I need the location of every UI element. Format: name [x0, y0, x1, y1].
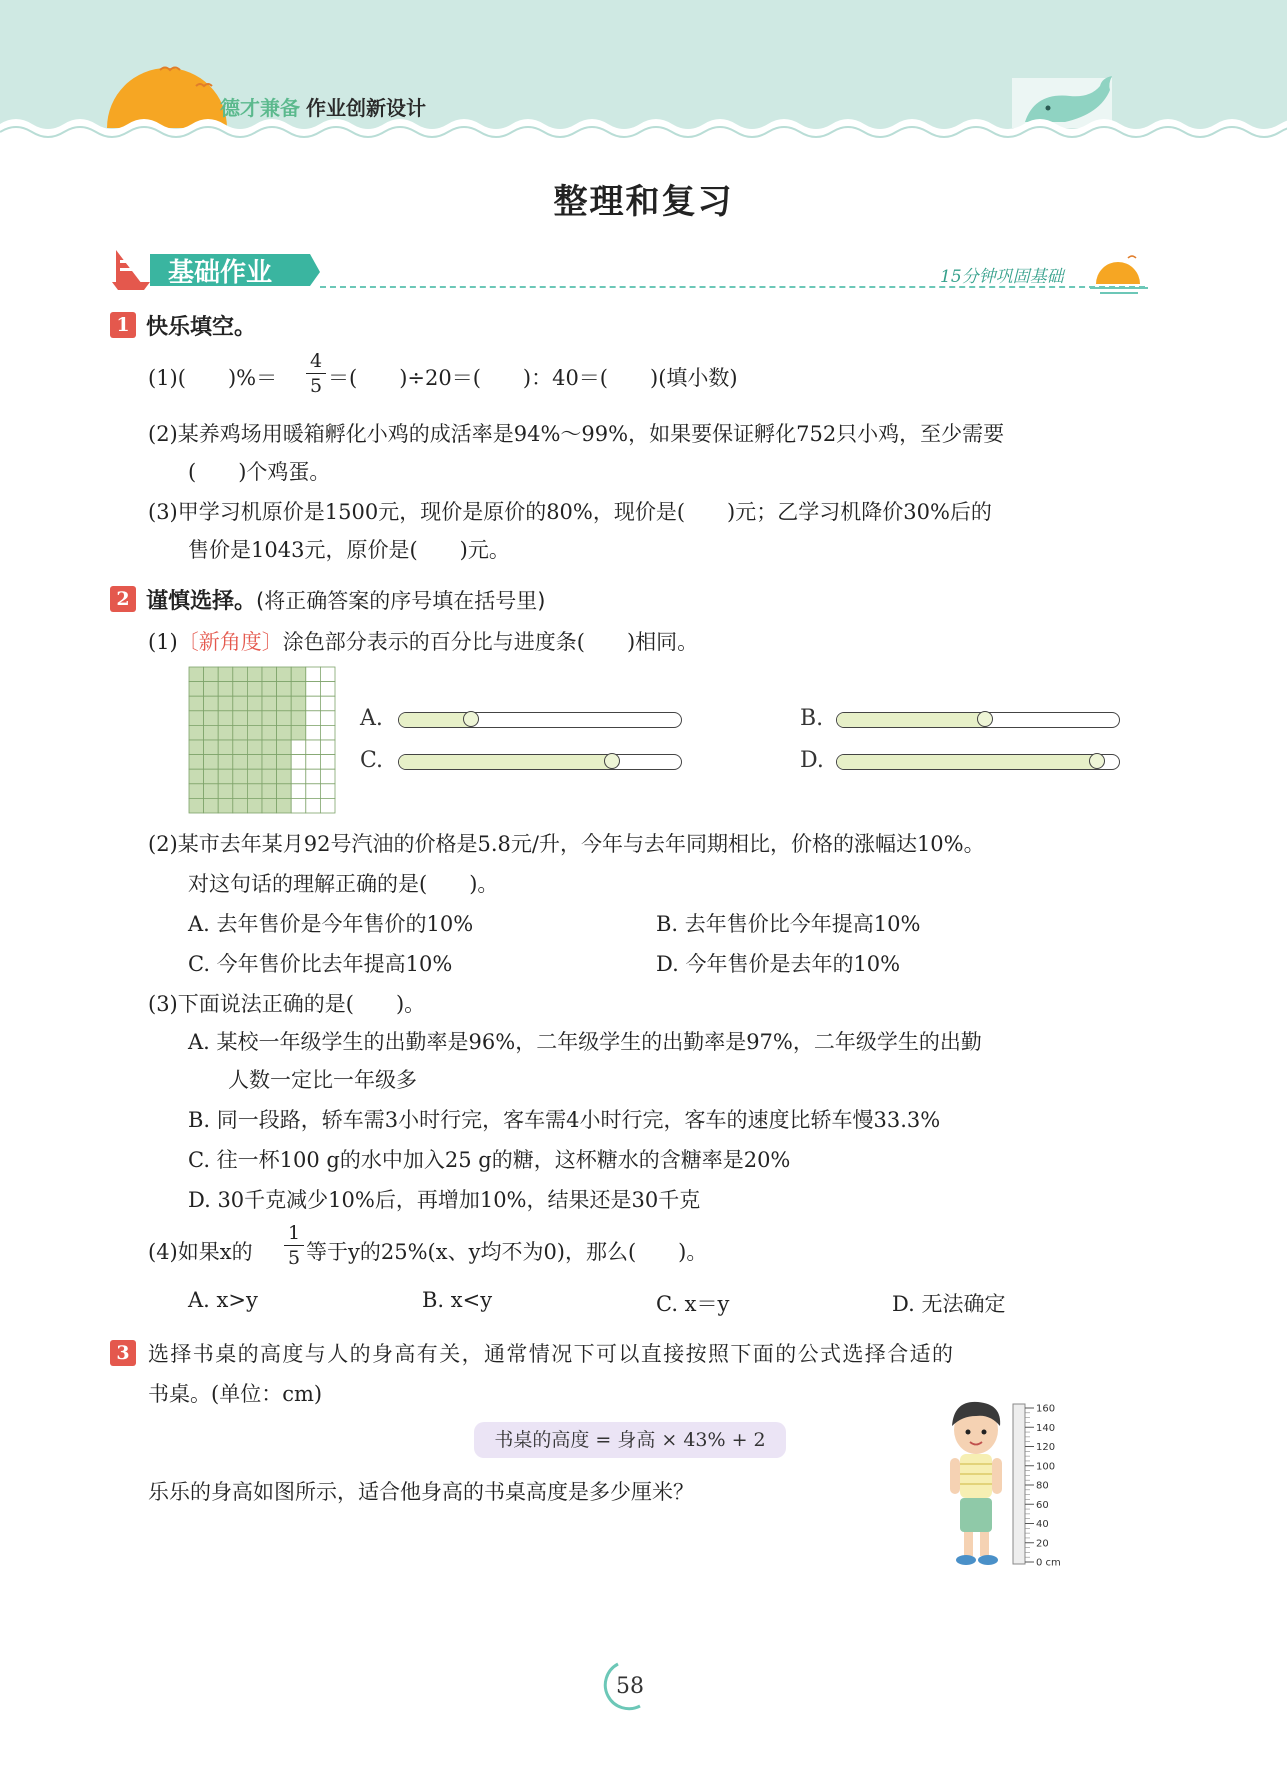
q2-item3-option-b: B. 同一段路，轿车需3小时行完，客车需4小时行完，客车的速度比轿车慢33.3%: [188, 1108, 941, 1132]
grid-cell: [320, 682, 335, 697]
ruler-tick-label: 20: [1036, 1538, 1049, 1550]
grid-cell: [291, 740, 306, 755]
boy-illustration: [950, 1402, 1002, 1565]
option-a-label: A.: [360, 706, 383, 731]
grid-cell: [262, 682, 277, 697]
q2-item3-stem: (3)下面说法正确的是( )。: [148, 992, 426, 1016]
grid-cell: [204, 740, 219, 755]
grid-cell: [291, 711, 306, 726]
q2-item4-option-b: B. x<y: [422, 1288, 493, 1312]
grid-cell: [218, 711, 233, 726]
grid-cell: [218, 682, 233, 697]
q2-item2-option-a: A. 去年售价是今年售价的10%: [188, 912, 474, 936]
formula-box: 书桌的高度 = 身高 × 43% + 2: [474, 1422, 786, 1458]
option-c-label: C.: [360, 748, 384, 773]
progress-bar-b: [836, 712, 1120, 728]
header-wave: [0, 112, 1287, 152]
sunset-icon: [1090, 252, 1148, 296]
grid-cell: [218, 740, 233, 755]
progress-fill: [837, 755, 1096, 769]
grid-cell: [291, 725, 306, 740]
grid-cell: [291, 798, 306, 813]
grid-cell: [306, 725, 321, 740]
question-number: 1: [110, 312, 136, 338]
grid-cell: [189, 769, 204, 784]
grid-cell: [291, 769, 306, 784]
grid-cell: [277, 725, 292, 740]
grid-cell: [189, 725, 204, 740]
q2-item3-option-a-line2: 人数一定比一年级多: [228, 1068, 417, 1092]
grid-cell: [262, 769, 277, 784]
grid-cell: [218, 725, 233, 740]
progress-bar-a: [398, 712, 682, 728]
grid-cell: [218, 755, 233, 770]
fraction-numerator: 1: [287, 1222, 301, 1244]
sailboat-icon: [112, 250, 150, 290]
grid-cell: [306, 755, 321, 770]
option-d-label: D.: [800, 748, 824, 773]
grid-cell: [320, 725, 335, 740]
progress-knob: [977, 711, 993, 727]
progress-bar-c: [398, 754, 682, 770]
q2-item3-option-c: C. 往一杯100 g的水中加入25 g的糖，这杯糖水的含糖率是20%: [188, 1148, 791, 1172]
grid-cell: [233, 769, 248, 784]
q2-item4-fraction: [284, 1222, 304, 1269]
grid-cell: [320, 696, 335, 711]
ruler-tick-label: 40: [1036, 1519, 1049, 1530]
grid-cell: [291, 682, 306, 697]
ruler-tick-label: 80: [1036, 1480, 1049, 1492]
grid-cell: [189, 755, 204, 770]
q2-item1-stem: [148, 626, 698, 656]
q1-item2-line2: ( )个鸡蛋。: [188, 460, 331, 484]
ruler-ticks: [1025, 1404, 1061, 1569]
grid-cell: [218, 798, 233, 813]
q1-item3-line2: 售价是1043元，原价是( )元。: [188, 538, 510, 562]
page-title: 整理和复习: [553, 182, 734, 222]
grid-cell: [262, 696, 277, 711]
progress-fill: [399, 755, 611, 769]
grid-cell: [277, 667, 292, 682]
grid-cell: [277, 682, 292, 697]
grid-cell: [262, 711, 277, 726]
grid-cell: [233, 682, 248, 697]
grid-cell: [277, 798, 292, 813]
grid-cell: [233, 798, 248, 813]
grid-cell: [291, 755, 306, 770]
grid-cell: [233, 667, 248, 682]
grid-cell: [247, 711, 262, 726]
progress-fill: [837, 713, 984, 727]
grid-cell: [247, 667, 262, 682]
q2-item4-option-d: D. 无法确定: [892, 1292, 1006, 1316]
grid-cell: [291, 667, 306, 682]
grid-cell: [306, 711, 321, 726]
grid-cell: [320, 769, 335, 784]
ruler-tick-label: 100: [1036, 1461, 1056, 1473]
grid-cell: [233, 725, 248, 740]
grid-cell: [320, 784, 335, 799]
grid-cell: [218, 667, 233, 682]
grid-cell: [262, 784, 277, 799]
q2-item3-option-a-line1: A. 某校一年级学生的出勤率是96%，二年级学生的出勤率是97%，二年级学生的出勤: [188, 1030, 982, 1054]
grid-cell: [291, 696, 306, 711]
q1-item1-suffix: ＝( )÷20＝( )：40＝( )(填小数): [328, 366, 738, 390]
q2-item3-option-d: D. 30千克减少10%后，再增加10%，结果还是30千克: [188, 1188, 701, 1212]
grid-cell: [277, 769, 292, 784]
grid-cell: [189, 711, 204, 726]
grid-cell: [247, 682, 262, 697]
q2-title-main: 谨慎选择。: [146, 589, 257, 614]
grid-cell: [189, 682, 204, 697]
fraction-numerator: 4: [309, 350, 323, 372]
section-time-tag: 15分钟巩固基础: [940, 267, 1064, 287]
ruler-tick-label: 160: [1036, 1403, 1056, 1415]
q2-item4-option-a: A. x>y: [188, 1288, 258, 1312]
grid-cell: [189, 784, 204, 799]
grid-cell: [204, 696, 219, 711]
q2-item1-text: 涂色部分表示的百分比与进度条( )相同。: [282, 630, 699, 654]
grid-cell: [320, 667, 335, 682]
grid-cell: [277, 784, 292, 799]
grid-cell: [262, 755, 277, 770]
grid-cell: [262, 725, 277, 740]
grid-cell: [277, 740, 292, 755]
q2-item2-line2: 对这句话的理解正确的是( )。: [188, 872, 499, 896]
section-label: 基础作业: [168, 258, 273, 288]
option-b-label: B.: [800, 706, 824, 731]
grid-cell: [204, 769, 219, 784]
grid-cell: [189, 740, 204, 755]
grid-cell: [204, 798, 219, 813]
progress-bar-d: [836, 754, 1120, 770]
ruler-tick-label: 120: [1036, 1442, 1056, 1453]
grid-cell: [320, 740, 335, 755]
grid-cell: [204, 682, 219, 697]
grid-cell: [306, 696, 321, 711]
grid-cell: [218, 769, 233, 784]
q2-title-note: (将正确答案的序号填在括号里): [256, 589, 546, 613]
grid-cell: [204, 711, 219, 726]
grid-cell: [233, 740, 248, 755]
grid-cell: [306, 740, 321, 755]
q3-question: 乐乐的身高如图所示，适合他身高的书桌高度是多少厘米？: [148, 1480, 694, 1504]
grid-cell: [291, 784, 306, 799]
grid-cell: [277, 755, 292, 770]
hundred-grid: [188, 666, 336, 814]
q2-item4-option-c: C. x＝y: [656, 1292, 730, 1316]
grid-cell: [233, 755, 248, 770]
grid-cell: [262, 667, 277, 682]
q3-stem-line2: 书桌。(单位：cm): [148, 1382, 323, 1406]
grid-cell: [247, 696, 262, 711]
grid-cell: [306, 682, 321, 697]
grid-cell: [247, 725, 262, 740]
q2-item4-prefix: (4)如果x的: [148, 1240, 253, 1264]
grid-cell: [247, 755, 262, 770]
q2-item2-option-d: D. 今年售价是去年的10%: [656, 952, 901, 976]
grid-cell: [204, 725, 219, 740]
series-name: 作业创新设计: [306, 96, 426, 120]
grid-cell: [306, 784, 321, 799]
grid-cell: [277, 696, 292, 711]
grid-cell: [233, 711, 248, 726]
ruler-tick-label: 140: [1036, 1422, 1056, 1434]
question-title: 快乐填空。: [146, 315, 257, 340]
grid-cell: [277, 711, 292, 726]
progress-knob: [1089, 753, 1105, 769]
grid-cell: [320, 798, 335, 813]
grid-cell: [306, 667, 321, 682]
ruler: [1013, 1404, 1025, 1564]
q2-item4-suffix: 等于y的25%(x、y均不为0)，那么( )。: [306, 1240, 708, 1264]
series-brand: 德才兼备: [220, 96, 300, 120]
grid-cell: [218, 696, 233, 711]
grid-cell: [218, 784, 233, 799]
q1-item2-line1: (2)某养鸡场用暖箱孵化小鸡的成活率是94%～99%，如果要保证孵化752只小鸡，至少需要: [148, 422, 1005, 446]
progress-knob: [604, 753, 620, 769]
grid-cell: [320, 711, 335, 726]
grid-cell: [204, 784, 219, 799]
grid-cell: [247, 784, 262, 799]
question-title: [146, 584, 545, 615]
grid-cell: [262, 798, 277, 813]
grid-cell: [306, 769, 321, 784]
progress-fill: [399, 713, 470, 727]
page-number: 58: [616, 1674, 644, 1699]
grid-cell: [189, 696, 204, 711]
q2-item2-option-c: C. 今年售价比去年提高10%: [188, 952, 453, 976]
grid-cell: [204, 755, 219, 770]
grid-cell: [247, 798, 262, 813]
q2-item2-option-b: B. 去年售价比今年提高10%: [656, 912, 921, 936]
grid-cell: [189, 798, 204, 813]
question-number: 2: [110, 586, 136, 612]
grid-cell: [247, 740, 262, 755]
q2-item2-line1: (2)某市去年某月92号汽油的价格是5.8元/升，今年与去年同期相比，价格的涨幅达10%。: [148, 832, 985, 856]
grid-cell: [204, 667, 219, 682]
grid-cell: [233, 784, 248, 799]
grid-cell: [189, 667, 204, 682]
fraction-denominator: 5: [287, 1247, 301, 1269]
height-chart: [930, 1400, 1090, 1580]
grid-cell: [320, 755, 335, 770]
grid-cell: [247, 769, 262, 784]
fraction-denominator: 5: [309, 375, 323, 397]
question-number: 3: [110, 1340, 136, 1366]
q2-item1-prefix: (1): [148, 630, 178, 654]
series-title: [220, 92, 426, 121]
ruler-tick-label: 0 cm: [1036, 1557, 1061, 1569]
grid-cell: [262, 740, 277, 755]
grid-cell: [306, 798, 321, 813]
q1-item3-line1: (3)甲学习机原价是1500元，现价是原价的80%，现价是( )元；乙学习机降价30%后的: [148, 500, 992, 524]
q3-stem-line1: 选择书桌的高度与人的身高有关，通常情况下可以直接按照下面的公式选择合适的: [148, 1342, 955, 1366]
q1-item1-fraction: [306, 350, 326, 397]
new-angle-tag: 〔新角度〕: [177, 630, 283, 654]
progress-knob: [463, 711, 479, 727]
grid-cell: [233, 696, 248, 711]
ruler-tick-label: 60: [1036, 1499, 1049, 1511]
q1-item1-prefix: (1)( )%＝: [148, 366, 278, 390]
